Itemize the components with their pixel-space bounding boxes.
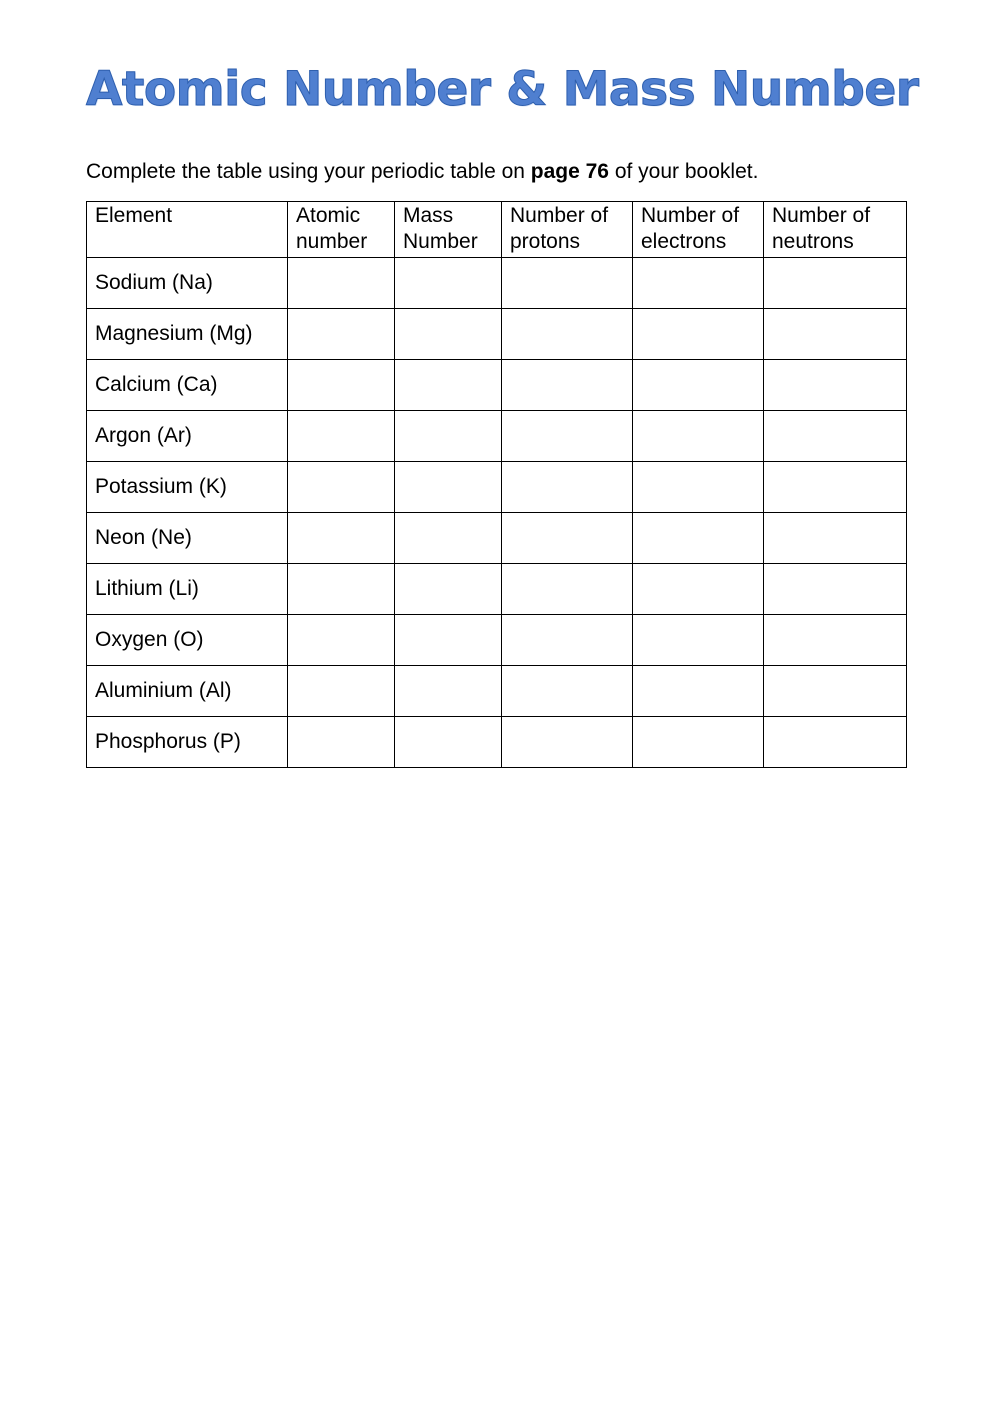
element-name: Lithium (Li) (87, 564, 288, 615)
table-row (87, 615, 907, 666)
electrons-cell[interactable] (633, 309, 764, 360)
protons-cell[interactable] (502, 411, 633, 462)
header-atomic-number (288, 202, 395, 258)
neutrons-cell[interactable] (764, 615, 907, 666)
header-element (87, 202, 288, 258)
element-name: Sodium (Na) (87, 258, 288, 309)
electrons-cell[interactable] (633, 513, 764, 564)
mass-number-cell[interactable] (395, 513, 502, 564)
table-row (87, 360, 907, 411)
header-label: Number of (641, 204, 740, 227)
element-name: Neon (Ne) (87, 513, 288, 564)
atomic-number-cell[interactable] (288, 411, 395, 462)
protons-cell[interactable] (502, 462, 633, 513)
header-neutrons (764, 202, 907, 258)
element-name: Aluminium (Al) (87, 666, 288, 717)
table-row (87, 513, 907, 564)
page-reference: page 76 (530, 160, 609, 183)
neutrons-cell[interactable] (764, 666, 907, 717)
mass-number-cell[interactable] (395, 615, 502, 666)
atomic-number-cell[interactable] (288, 717, 395, 768)
table-row (87, 411, 907, 462)
protons-cell[interactable] (502, 360, 633, 411)
instructions-text-end: of your booklet. (609, 160, 759, 183)
electrons-cell[interactable] (633, 411, 764, 462)
electrons-cell[interactable] (633, 360, 764, 411)
protons-cell[interactable] (502, 564, 633, 615)
electrons-cell[interactable] (633, 258, 764, 309)
element-name: Oxygen (O) (87, 615, 288, 666)
mass-number-cell[interactable] (395, 666, 502, 717)
element-name: Argon (Ar) (87, 411, 288, 462)
header-label: Number of (772, 204, 871, 227)
atomic-number-cell[interactable] (288, 615, 395, 666)
mass-number-cell[interactable] (395, 360, 502, 411)
mass-number-cell[interactable] (395, 258, 502, 309)
table-row (87, 462, 907, 513)
electrons-cell[interactable] (633, 717, 764, 768)
protons-cell[interactable] (502, 258, 633, 309)
header-label: Number of (510, 204, 609, 227)
neutrons-cell[interactable] (764, 717, 907, 768)
protons-cell[interactable] (502, 309, 633, 360)
neutrons-cell[interactable] (764, 360, 907, 411)
header-protons (502, 202, 633, 258)
table-row (87, 258, 907, 309)
atomic-number-cell[interactable] (288, 564, 395, 615)
header-mass-number (395, 202, 502, 258)
instructions-text: Complete the table using your periodic table on (86, 160, 531, 183)
element-name: Potassium (K) (87, 462, 288, 513)
page-title: Atomic Number & Mass Number (86, 62, 919, 117)
table-row (87, 564, 907, 615)
atomic-number-cell[interactable] (288, 360, 395, 411)
protons-cell[interactable] (502, 666, 633, 717)
header-electrons (633, 202, 764, 258)
header-label: Number (403, 230, 478, 253)
mass-number-cell[interactable] (395, 411, 502, 462)
header-label: Atomic (296, 204, 361, 227)
table-row (87, 309, 907, 360)
atomic-number-cell[interactable] (288, 513, 395, 564)
element-table (86, 201, 907, 768)
header-label: Element (95, 204, 173, 227)
neutrons-cell[interactable] (764, 258, 907, 309)
neutrons-cell[interactable] (764, 309, 907, 360)
element-name: Magnesium (Mg) (87, 309, 288, 360)
table-row (87, 717, 907, 768)
neutrons-cell[interactable] (764, 462, 907, 513)
protons-cell[interactable] (502, 513, 633, 564)
instructions (86, 160, 758, 184)
header-label: electrons (641, 230, 727, 253)
electrons-cell[interactable] (633, 615, 764, 666)
atomic-number-cell[interactable] (288, 258, 395, 309)
table-row (87, 666, 907, 717)
mass-number-cell[interactable] (395, 309, 502, 360)
electrons-cell[interactable] (633, 564, 764, 615)
element-name: Calcium (Ca) (87, 360, 288, 411)
header-label: Mass (403, 204, 454, 227)
neutrons-cell[interactable] (764, 411, 907, 462)
mass-number-cell[interactable] (395, 717, 502, 768)
element-name: Phosphorus (P) (87, 717, 288, 768)
mass-number-cell[interactable] (395, 462, 502, 513)
protons-cell[interactable] (502, 615, 633, 666)
header-row (87, 202, 907, 258)
atomic-number-cell[interactable] (288, 666, 395, 717)
header-label: number (296, 230, 368, 253)
protons-cell[interactable] (502, 717, 633, 768)
electrons-cell[interactable] (633, 666, 764, 717)
mass-number-cell[interactable] (395, 564, 502, 615)
header-label: neutrons (772, 230, 854, 253)
atomic-number-cell[interactable] (288, 462, 395, 513)
header-label: protons (510, 230, 581, 253)
atomic-number-cell[interactable] (288, 309, 395, 360)
electrons-cell[interactable] (633, 462, 764, 513)
neutrons-cell[interactable] (764, 513, 907, 564)
neutrons-cell[interactable] (764, 564, 907, 615)
